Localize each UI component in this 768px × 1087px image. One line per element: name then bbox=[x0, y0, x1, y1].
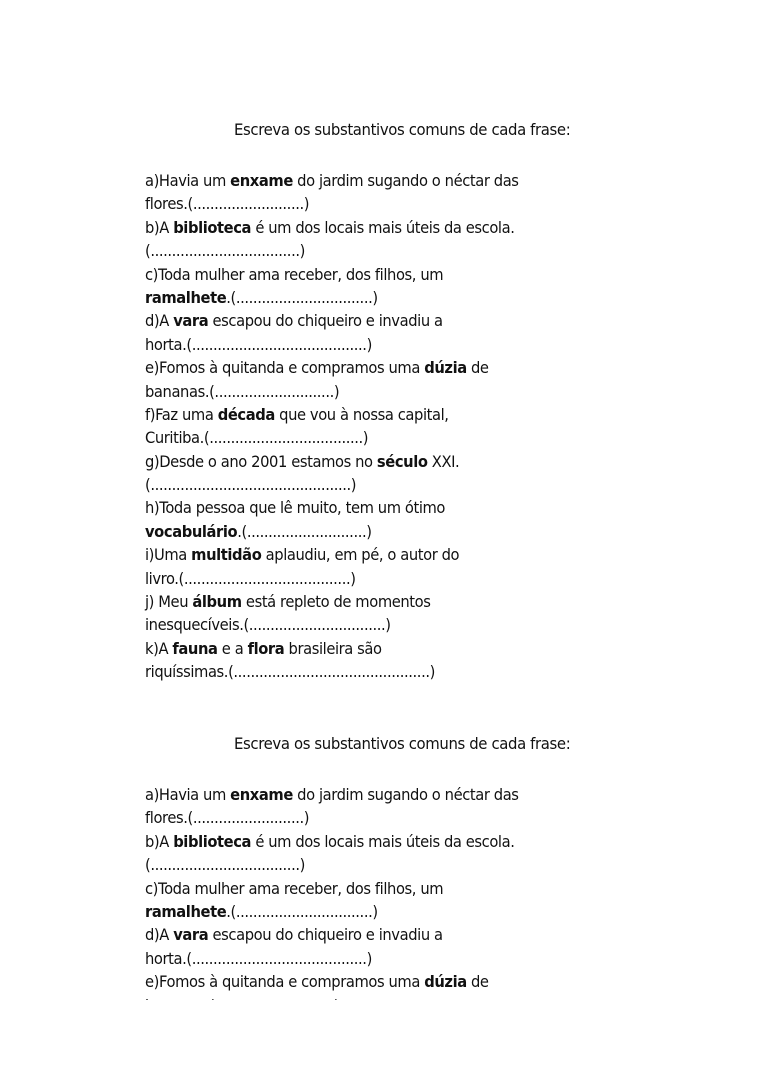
exercise-line: vocabulário.(............................) bbox=[145, 521, 372, 541]
exercise-line: g)Desde o ano 2001 estamos no século XXI. bbox=[145, 451, 460, 471]
exercise-line: e)Fomos à quitanda e compramos uma dúzia de bbox=[145, 972, 489, 992]
exercise-line: Curitiba.(....................................) bbox=[145, 428, 369, 448]
exercise-line: livro.(.......................................) bbox=[145, 568, 356, 588]
exercise-line: a)Havia um enxame do jardim sugando o néctar das bbox=[145, 171, 519, 190]
exercise-line: e)Fomos à quitanda e compramos uma dúzia de bbox=[145, 358, 489, 378]
exercise-line: flores.(..........................) bbox=[145, 808, 310, 828]
exercise-line: h)Toda pessoa que lê muito, tem um ótimo bbox=[145, 498, 446, 518]
exercise-line: k)A fauna e a flora brasileira são bbox=[145, 638, 382, 658]
exercise-line: inesquecíveis.(................................) bbox=[145, 615, 391, 635]
exercise-line: c)Toda mulher ama receber, dos filhos, um bbox=[145, 878, 444, 898]
exercise-line: (...................................) bbox=[145, 241, 305, 261]
exercise-line: (...............................................) bbox=[145, 475, 357, 495]
exercise-line: b)A biblioteca é um dos locais mais úteis da escola. bbox=[145, 831, 515, 851]
page-cutoff-mask bbox=[0, 1000, 768, 1087]
exercise-lines bbox=[145, 783, 665, 1017]
exercise-line: b)A biblioteca é um dos locais mais úteis da escola. bbox=[145, 217, 515, 237]
exercise-line: c)Toda mulher ama receber, dos filhos, um bbox=[145, 264, 444, 284]
exercise-line: bananas.(............................) bbox=[145, 381, 340, 401]
exercise-line: ramalhete.(................................) bbox=[145, 901, 378, 921]
exercise-line: flores.(..........................) bbox=[145, 194, 310, 214]
exercise-line: (...................................) bbox=[145, 855, 305, 875]
exercise-line: f)Faz uma década que vou à nossa capital, bbox=[145, 404, 449, 424]
exercise-lines bbox=[145, 169, 665, 684]
exercise-heading: Escreva os substantivos comuns de cada frase: bbox=[234, 120, 571, 139]
exercise-heading: Escreva os substantivos comuns de cada frase: bbox=[234, 734, 571, 753]
exercise-line: a)Havia um enxame do jardim sugando o néctar das bbox=[145, 785, 519, 804]
exercise-line: i)Uma multidão aplaudiu, em pé, o autor do bbox=[145, 545, 460, 565]
exercise-line: d)A vara escapou do chiqueiro e invadiu a bbox=[145, 925, 443, 945]
exercise-line: horta.(.........................................) bbox=[145, 948, 372, 968]
exercise-line: d)A vara escapou do chiqueiro e invadiu a bbox=[145, 311, 443, 331]
exercise-line: j) Meu álbum está repleto de momentos bbox=[145, 592, 431, 612]
exercise-line: riquíssimas.(..............................................) bbox=[145, 662, 435, 682]
exercise-line: horta.(.........................................) bbox=[145, 334, 372, 354]
exercise-line: ramalhete.(................................) bbox=[145, 287, 378, 307]
